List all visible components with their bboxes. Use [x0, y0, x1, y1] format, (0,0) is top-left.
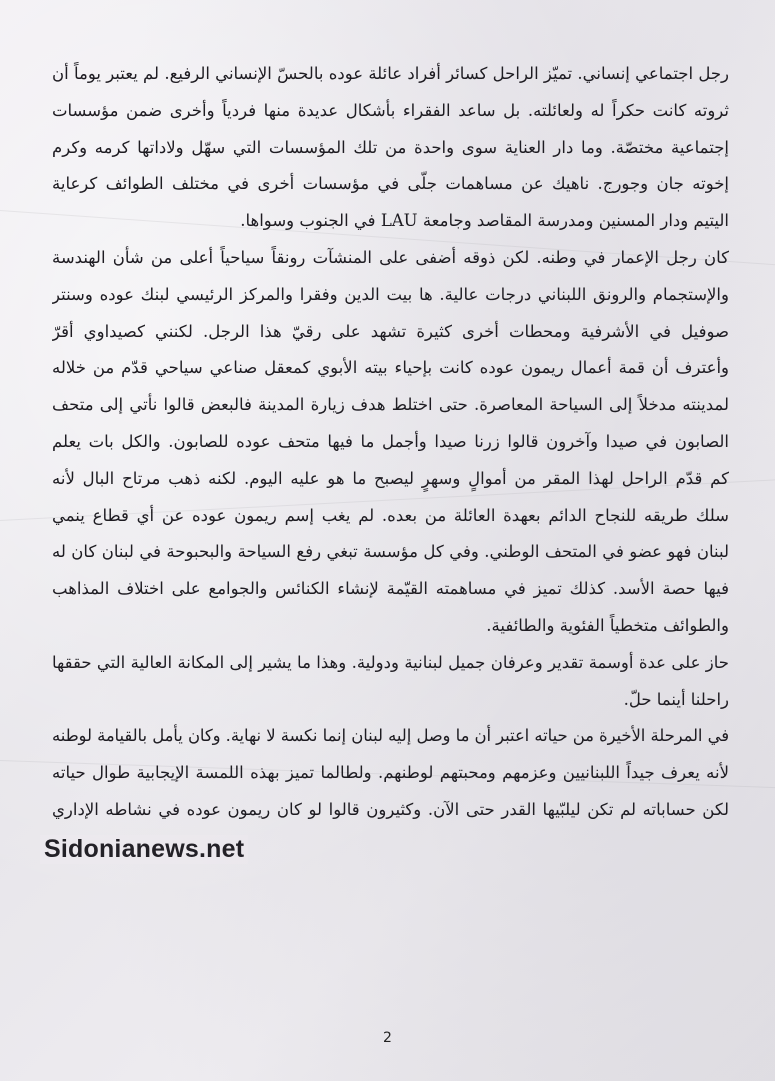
text-line: في المرحلة الأخيرة من حياته اعتبر أن ما وصل إليه لبنان إنما نكسة لا نهاية. وكان يأمل بالقيامة لوطنه [52, 726, 729, 746]
text-line: الصابون في صيدا وآخرون قالوا زرنا صيدا وأجمل ما فيها متحف عوده للصابون. والكل بات يعلم [52, 431, 729, 451]
paragraph [52, 56, 729, 240]
text-line: كم قدّم الراحل لهذا المقر من أموالٍ وسهرٍ ليصبح ما هو عليه اليوم. لكنه ذهب مرتاح البال لأنه [52, 468, 729, 488]
text-line: لبنان فهو عضو في المتحف الوطني. وفي كل مؤسسة تبغي رفع السياحة والبحبوحة في لبنان كان له [52, 542, 729, 562]
text-line: والطوائف متخطياً الفئوية والطائفية. [486, 615, 729, 635]
paragraph [52, 240, 729, 645]
document-body [52, 56, 729, 829]
text-line: كان رجل الإعمار في وطنه. لكن ذوقه أضفى على المنشآت رونقاً سياحياً أعلى من شأن الهندسة [52, 247, 729, 267]
text-line: والإستجمام والرونق اللبناني درجات عالية. ها بيت الدين وفقرا والمركز الرئيسي لبنك عوده وسنتر [52, 284, 729, 304]
text-line: صوفيل في الأشرفية ومحطات أخرى كثيرة تشهد على رقيّ هذا الرجل. لكنني كصيداوي أقرّ [52, 321, 729, 341]
text-line: إجتماعية مختصّة. وما دار العناية سوى واحدة من تلك المؤسسات التي سهّل ولاداتها كرمه وكرم [52, 137, 729, 157]
text-line: إخوته جان وجورج. ناهيك عن مساهمات جلّى في مؤسسات أخرى في مختلف الطوائف كرعاية [52, 174, 729, 194]
text-line: اليتيم ودار المسنين ومدرسة المقاصد وجامعة LAU في الجنوب وسواها. [240, 211, 729, 231]
text-line: ثروته كانت حكراً له ولعائلته. بل ساعد الفقراء بأشكال عديدة منها فردياً وأخرى ضمن مؤسسات [52, 100, 729, 120]
text-line: لأنه يعرف جيداً اللبنانيين وعزمهم ومحبتهم لوطنهم. ولطالما تميز بهذه اللمسة الإيجابية طوال حياته [52, 763, 729, 783]
paragraph [52, 645, 729, 719]
paragraph [52, 718, 729, 828]
text-line: حاز على عدة أوسمة تقدير وعرفان جميل لبنانية ودولية. وهذا ما يشير إلى المكانة العالية التي حققها [52, 652, 729, 672]
text-line: راحلنا أينما حلّ. [623, 689, 729, 709]
text-line: لكن حساباته لم تكن ليلبّيها القدر حتى الآن. وكثيرون قالوا لو كان ريمون عوده في نشاطه الإداري [52, 799, 729, 819]
text-line: رجل اجتماعي إنساني. تميّز الراحل كسائر أفراد عائلة عوده بالحسّ الإنساني الرفيع. لم يعتبر يوماً أن [52, 64, 729, 83]
page-number: 2 [383, 1030, 392, 1046]
text-line: سلك طريقه للنجاح الدائم بعهدة العائلة من بعده. لم يغب إسم ريمون عوده عن أي قطاع ينمي [52, 505, 729, 525]
text-line: لمدينته مدخلاً إلى السياحة المعاصرة. حتى اختلط هدف زيارة المدينة فالبعض قالوا نأتي إلى متحف [52, 395, 729, 415]
text-line: وأعترف أن قمة أعمال ريمون عوده كانت بإحياء بيته الأبوي كمعقل صناعي سياحي قدّم من خلاله [52, 358, 729, 378]
text-line: فيها حصة الأسد. كذلك تميز في مساهمته القيّمة لإنشاء الكنائس والجوامع على اختلاف المذاهب [52, 579, 729, 599]
watermark: Sidonianews.net [40, 835, 248, 864]
